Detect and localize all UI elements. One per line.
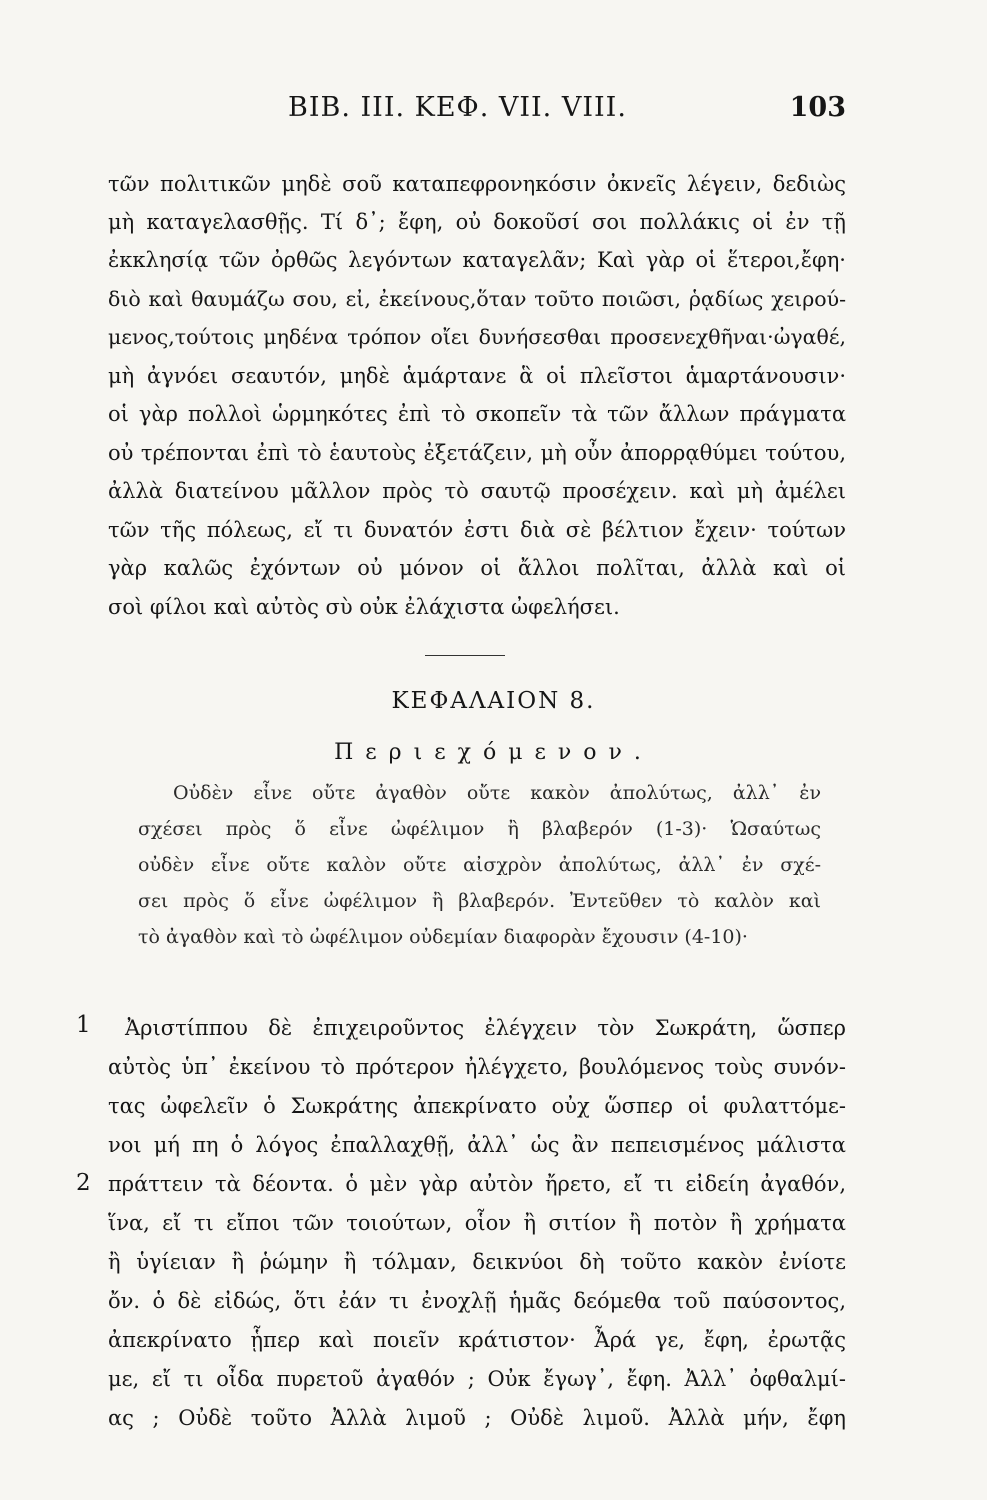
text-line: οἱ γὰρ πολλοὶ ὡρμηκότες ἐπὶ τὸ σκοπεῖν τὰ τῶν ἄλλων πράγματα: [108, 402, 846, 426]
text-line: με, εἴ τι οἶδα πυρετοῦ ἀγαθόν ; Οὐκ ἔγωγ᾽, ἔφη. Ἀλλ᾽ ὀφθαλμί-: [108, 1367, 846, 1391]
text-line: διὸ καὶ θαυμάζω σου, εἰ, ἐκείνους,ὅταν τοῦτο ποιῶσι, ῥᾳδίως χειρού-: [108, 287, 846, 311]
summary-heading: Περιεχόμενον.: [334, 740, 653, 765]
text-line: ὄν. ὁ δὲ εἰδώς, ὅτι ἐάν τι ἐνοχλῇ ἡμᾶς δεόμεθα τοῦ παύσοντος,: [108, 1289, 846, 1313]
section-divider: [425, 655, 505, 656]
paragraph-number: 2: [76, 1170, 91, 1196]
text-line: ἐκκλησίᾳ τῶν ὀρθῶς λεγόντων καταγελᾶν; Καὶ γὰρ οἱ ἕτεροι,ἔφη·: [108, 248, 846, 272]
page-number: 103: [789, 92, 846, 123]
page-header: [108, 92, 846, 132]
text-line: οὐ τρέπονται ἐπὶ τὸ ἑαυτοὺς ἐξετάζειν, μὴ οὖν ἀπορρᾳθύμει τούτου,: [108, 441, 846, 465]
summary-line: Οὐδὲν εἶνε οὔτε ἀγαθὸν οὔτε κακὸν ἀπολύτως, ἀλλ᾽ ἐν: [173, 782, 821, 804]
text-line: ἀπεκρίνατο ᾗπερ καὶ ποιεῖν κράτιστον· Ἆρά γε, ἔφη, ἐρωτᾷς: [108, 1328, 846, 1352]
text-line: ἀλλὰ διατείνου μᾶλλον πρὸς τὸ σαυτῷ προσέχειν. καὶ μὴ ἀμέλει: [108, 479, 846, 503]
text-line: πράττειν τὰ δέοντα. ὁ μὲν γὰρ αὐτὸν ἤρετο, εἴ τι εἰδείη ἀγαθόν,: [108, 1172, 846, 1196]
text-line: αὐτὸς ὑπ᾽ ἐκείνου τὸ πρότερον ἠλέγχετο, βουλόμενος τοὺς συνόν-: [108, 1055, 846, 1079]
text-line: σοὶ φίλοι καὶ αὐτὸς σὺ οὐκ ἐλάχιστα ὠφελήσει.: [108, 595, 620, 619]
text-line: Ἀριστίππου δὲ ἐπιχειροῦντος ἐλέγχειν τὸν Σωκράτη, ὥσπερ: [125, 1016, 846, 1040]
paragraph-number: 1: [76, 1012, 91, 1038]
text-line: μὴ καταγελασθῇς. Τί δ᾽; ἔφη, οὐ δοκοῦσί σοι πολλάκις οἱ ἐν τῇ: [108, 210, 846, 234]
text-line: τῶν πολιτικῶν μηδὲ σοῦ καταπεφρονηκόσιν ὀκνεῖς λέγειν, δεδιὼς: [108, 172, 846, 196]
text-line: ας ; Οὐδὲ τοῦτο Ἀλλὰ λιμοῦ ; Οὐδὲ λιμοῦ. Ἀλλὰ μήν, ἔφη: [108, 1406, 846, 1430]
text-line: μενος,τούτοις μηδένα τρόπον οἴει δυνήσεσθαι προσενεχθῆναι·ὠγαθέ,: [108, 325, 846, 349]
text-line: ἢ ὑγίειαν ἢ ῥώμην ἢ τόλμαν, δεικνύοι δὴ τοῦτο κακὸν ἐνίοτε: [108, 1250, 846, 1274]
running-head: ΒΙΒ. ΙΙΙ. ΚΕΦ. VII. VIII.: [288, 92, 627, 123]
text-line: γὰρ καλῶς ἐχόντων οὐ μόνον οἱ ἄλλοι πολῖται, ἀλλὰ καὶ οἱ: [108, 556, 846, 580]
text-line: ἵνα, εἴ τι εἴποι τῶν τοιούτων, οἷον ἢ σιτίον ἢ ποτὸν ἢ χρήματα: [108, 1211, 846, 1235]
text-line: μὴ ἀγνόει σεαυτόν, μηδὲ ἁμάρτανε ἃ οἱ πλεῖστοι ἁμαρτάνουσιν·: [108, 364, 846, 388]
text-line: τῶν τῆς πόλεως, εἴ τι δυνατόν ἐστι διὰ σὲ βέλτιον ἔχειν· τούτων: [108, 518, 846, 542]
chapter-title: ΚΕΦΑΛΑΙΟΝ 8.: [391, 688, 596, 714]
summary-line: οὐδὲν εἶνε οὔτε καλὸν οὔτε αἰσχρὸν ἀπολύτως, ἀλλ᾽ ἐν σχέ-: [138, 854, 821, 876]
summary-line: σχέσει πρὸς ὅ εἶνε ὠφέλιμον ἢ βλαβερόν (1-3)· Ὡσαύτως: [138, 818, 821, 840]
summary-line: σει πρὸς ὅ εἶνε ὠφέλιμον ἢ βλαβερόν. Ἐντεῦθεν τὸ καλὸν καὶ: [138, 890, 821, 912]
text-line: τας ὠφελεῖν ὁ Σωκράτης ἀπεκρίνατο οὐχ ὥσπερ οἱ φυλαττόμε-: [108, 1094, 846, 1118]
summary-line: τὸ ἀγαθὸν καὶ τὸ ὠφέλιμον οὐδεμίαν διαφορὰν ἔχουσιν (4-10)·: [138, 926, 748, 948]
text-line: νοι μή πη ὁ λόγος ἐπαλλαχθῇ, ἀλλ᾽ ὡς ἂν πεπεισμένος μάλιστα: [108, 1133, 846, 1157]
